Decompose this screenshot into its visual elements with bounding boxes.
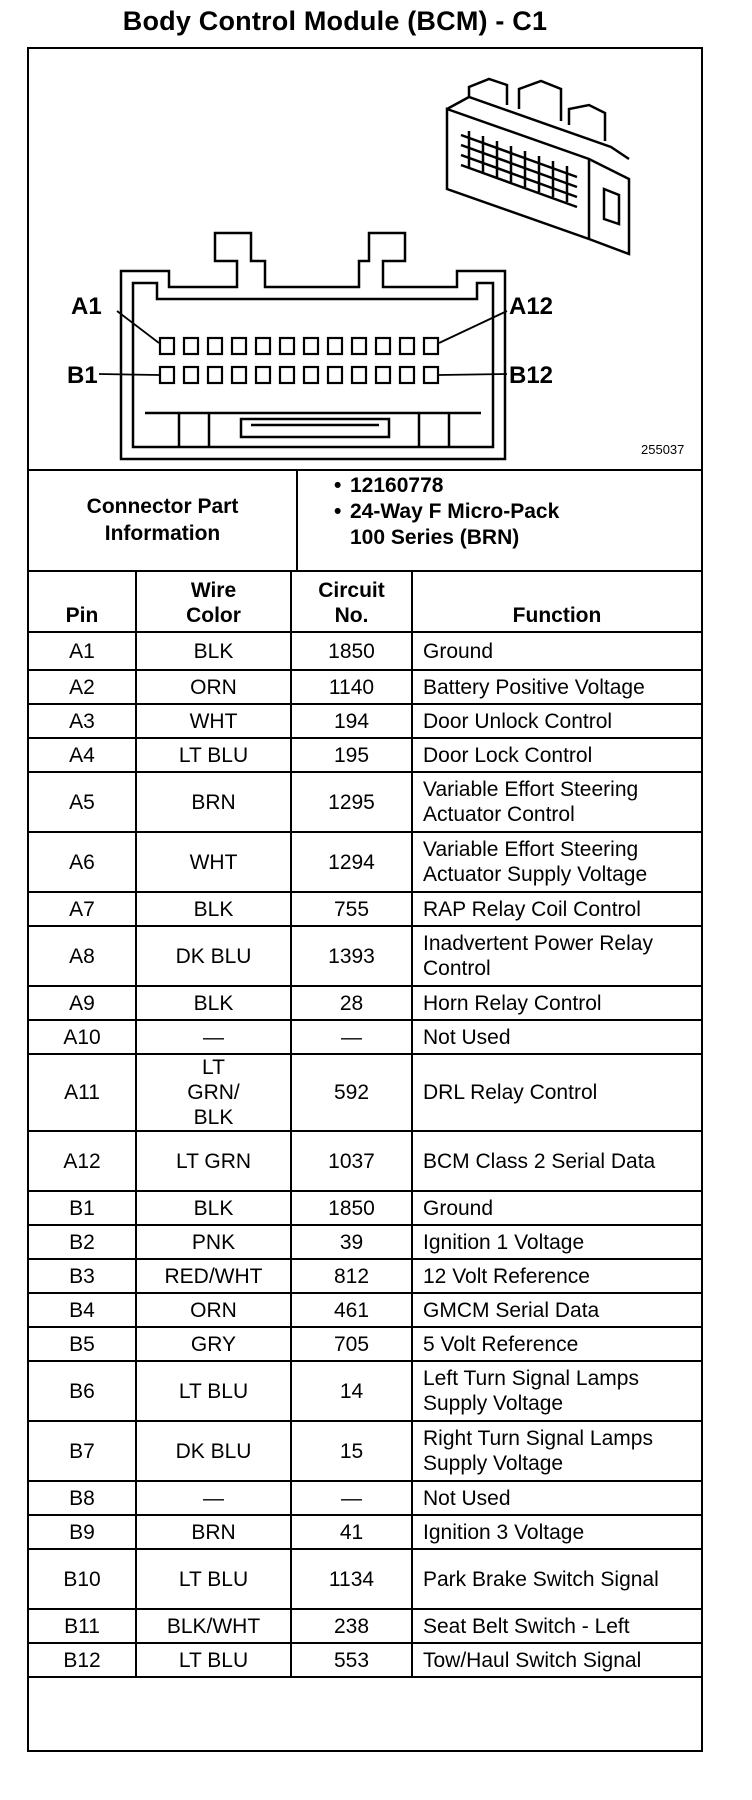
table-row [29, 1191, 701, 1225]
pin-cell: A12 [29, 1131, 136, 1191]
function-cell: Not Used [412, 1020, 701, 1054]
circuit-no-cell: 1140 [291, 670, 412, 704]
function-cell: Tow/Haul Switch Signal [412, 1643, 701, 1677]
function-cell: Seat Belt Switch - Left [412, 1609, 701, 1643]
wire-color-cell: PNK [136, 1225, 291, 1259]
pin-cell: A9 [29, 986, 136, 1020]
function-cell: RAP Relay Coil Control [412, 892, 701, 926]
function-cell: Not Used [412, 1481, 701, 1515]
function-cell: BCM Class 2 Serial Data [412, 1131, 701, 1191]
pin-cell: A1 [29, 632, 136, 670]
wire-color-cell: RED/WHT [136, 1259, 291, 1293]
pin-label-b12: B12 [509, 362, 554, 389]
function-cell: Horn Relay Control [412, 986, 701, 1020]
table-row [29, 1549, 701, 1609]
part-description-line1: • 24-Way F Micro-Pack [298, 499, 698, 525]
circuit-no-cell: 39 [291, 1225, 412, 1259]
wire-color-cell: BLK [136, 892, 291, 926]
connector-face-outline [121, 233, 505, 459]
table-row [29, 1054, 701, 1131]
circuit-no-cell: 1850 [291, 632, 412, 670]
table-row [29, 1421, 701, 1481]
circuit-no-cell: 461 [291, 1293, 412, 1327]
function-cell: Ignition 1 Voltage [412, 1225, 701, 1259]
wire-color-cell: DK BLU [136, 926, 291, 986]
circuit-no-cell: 705 [291, 1327, 412, 1361]
table-row [29, 926, 701, 986]
figure-number: 255037 [641, 442, 685, 457]
pin-cell: A6 [29, 832, 136, 892]
circuit-no-cell: 14 [291, 1361, 412, 1421]
circuit-no-cell: 1134 [291, 1549, 412, 1609]
function-cell: DRL Relay Control [412, 1054, 701, 1131]
table-row [29, 1293, 701, 1327]
part-number: • 12160778 [298, 473, 698, 499]
header-function: Function [412, 572, 701, 632]
part-description-line2: 100 Series (BRN) [350, 526, 520, 549]
wire-color-cell: — [136, 1481, 291, 1515]
pin-cell: B9 [29, 1515, 136, 1549]
wire-color-cell: BLK/WHT [136, 1609, 291, 1643]
pin-cell: A5 [29, 772, 136, 832]
pin-cell: B3 [29, 1259, 136, 1293]
table-row [29, 832, 701, 892]
wire-color-cell: BRN [136, 772, 291, 832]
function-cell: Battery Positive Voltage [412, 670, 701, 704]
pin-cell: B2 [29, 1225, 136, 1259]
wire-color-cell: LT GRN [136, 1131, 291, 1191]
table-row [29, 1259, 701, 1293]
pin-cell: B4 [29, 1293, 136, 1327]
pin-cell: B5 [29, 1327, 136, 1361]
table-row [29, 1515, 701, 1549]
function-cell: 12 Volt Reference [412, 1259, 701, 1293]
function-cell: Ignition 3 Voltage [412, 1515, 701, 1549]
circuit-no-cell: 1850 [291, 1191, 412, 1225]
circuit-no-cell: 1393 [291, 926, 412, 986]
table-row [29, 986, 701, 1020]
pin-rows [29, 632, 701, 1677]
wire-color-cell: ORN [136, 1293, 291, 1327]
table-row [29, 1361, 701, 1421]
table-row [29, 670, 701, 704]
circuit-no-cell: 1294 [291, 832, 412, 892]
function-cell: Variable Effort Steering Actuator Control [412, 772, 701, 832]
table-row [29, 1481, 701, 1515]
pin-cell: B12 [29, 1643, 136, 1677]
pin-cell: B8 [29, 1481, 136, 1515]
wire-color-cell: LT GRN/ BLK [136, 1054, 291, 1131]
part-info-label: Connector Part Information [29, 469, 298, 570]
wire-color-cell: GRY [136, 1327, 291, 1361]
circuit-no-cell: — [291, 1020, 412, 1054]
table-row [29, 738, 701, 772]
function-cell: Right Turn Signal Lamps Supply Voltage [412, 1421, 701, 1481]
part-info-values [298, 473, 698, 551]
table-row [29, 1609, 701, 1643]
pin-cell: B7 [29, 1421, 136, 1481]
pin-cell: B10 [29, 1549, 136, 1609]
pin-cell: A4 [29, 738, 136, 772]
pin-cell: A2 [29, 670, 136, 704]
pin-cell: A3 [29, 704, 136, 738]
wire-color-cell: — [136, 1020, 291, 1054]
wire-color-cell: BLK [136, 632, 291, 670]
pin-cell: A11 [29, 1054, 136, 1131]
function-cell: Ground [412, 1191, 701, 1225]
pin-cell: A7 [29, 892, 136, 926]
circuit-no-cell: 28 [291, 986, 412, 1020]
pin-cell: B1 [29, 1191, 136, 1225]
header-circuit-no: Circuit No. [291, 572, 412, 632]
page-title: Body Control Module (BCM) - C1 [122, 6, 548, 36]
table-row [29, 704, 701, 738]
header-pin: Pin [29, 572, 136, 632]
function-cell: Inadvertent Power Relay Control [412, 926, 701, 986]
circuit-no-cell: 195 [291, 738, 412, 772]
table-row [29, 772, 701, 832]
pin-cavities [160, 338, 438, 383]
connector-diagram [29, 49, 701, 471]
function-cell: 5 Volt Reference [412, 1327, 701, 1361]
table-row [29, 892, 701, 926]
function-cell: Ground [412, 632, 701, 670]
circuit-no-cell: 553 [291, 1643, 412, 1677]
circuit-no-cell: 812 [291, 1259, 412, 1293]
circuit-no-cell: 41 [291, 1515, 412, 1549]
connector-face-drawing [29, 49, 701, 469]
connector-sheet [27, 47, 703, 1752]
pin-cell: A10 [29, 1020, 136, 1054]
wire-color-cell: LT BLU [136, 1549, 291, 1609]
circuit-no-cell: 194 [291, 704, 412, 738]
table-row [29, 1225, 701, 1259]
pin-cell: A8 [29, 926, 136, 986]
wire-color-cell: BRN [136, 1515, 291, 1549]
wire-color-cell: WHT [136, 832, 291, 892]
function-cell: Left Turn Signal Lamps Supply Voltage [412, 1361, 701, 1421]
wire-color-cell: DK BLU [136, 1421, 291, 1481]
function-cell: GMCM Serial Data [412, 1293, 701, 1327]
pin-label-a12: A12 [509, 293, 554, 320]
table-row [29, 1327, 701, 1361]
circuit-no-cell: 238 [291, 1609, 412, 1643]
pin-cell: B6 [29, 1361, 136, 1421]
header-wire-color: Wire Color [136, 572, 291, 632]
circuit-no-cell: 592 [291, 1054, 412, 1131]
table-row [29, 632, 701, 670]
circuit-no-cell: 1295 [291, 772, 412, 832]
wire-color-cell: LT BLU [136, 1361, 291, 1421]
connector-3d-icon [447, 79, 629, 254]
pin-label-b1: B1 [67, 362, 98, 389]
wire-color-cell: LT BLU [136, 738, 291, 772]
function-cell: Park Brake Switch Signal [412, 1549, 701, 1609]
pin-cell: B11 [29, 1609, 136, 1643]
wire-color-cell: BLK [136, 986, 291, 1020]
table-row [29, 1131, 701, 1191]
wire-color-cell: LT BLU [136, 1643, 291, 1677]
wire-color-cell: BLK [136, 1191, 291, 1225]
circuit-no-cell: 15 [291, 1421, 412, 1481]
function-cell: Door Lock Control [412, 738, 701, 772]
connector-part-info [29, 469, 701, 572]
table-row [29, 1643, 701, 1677]
circuit-no-cell: 1037 [291, 1131, 412, 1191]
circuit-no-cell: 755 [291, 892, 412, 926]
pin-table [29, 572, 701, 1678]
table-row [29, 1020, 701, 1054]
wire-color-cell: WHT [136, 704, 291, 738]
circuit-no-cell: — [291, 1481, 412, 1515]
function-cell: Door Unlock Control [412, 704, 701, 738]
pin-label-a1: A1 [71, 293, 102, 320]
function-cell: Variable Effort Steering Actuator Supply Voltage [412, 832, 701, 892]
wire-color-cell: ORN [136, 670, 291, 704]
